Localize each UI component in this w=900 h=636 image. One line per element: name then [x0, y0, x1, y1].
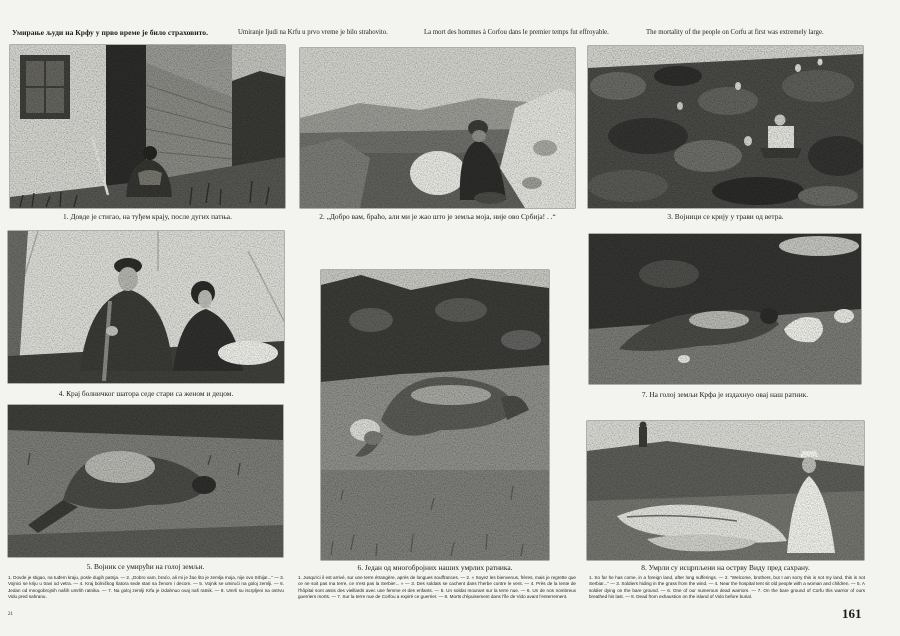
photo-caption-5: 5. Војник се умирући на голој земљи. — [86, 562, 205, 571]
film-grain — [587, 421, 864, 560]
footer-captions-english: 1. So far he has come, in a foreign land, after long sufferings. — 2. “Welcome, brothers, but I am sorry this is not my land, this is not Serbia!...” — 3. Soldiers hiding in the grass from the wind. — 4. Near the hospital tent sit old people with a woman and children. — 5. A soldier dying on the bare ground. — 6. One of our numerous dead warriors. — 7. On the bare ground of Corfu this warrior of ours breathed his last. — 8. Dead from exhaustion on the island of Vido before burial. — [589, 575, 865, 599]
film-grain — [8, 231, 284, 383]
photo-3 — [588, 46, 863, 208]
photo-8-image — [587, 421, 864, 560]
photo-2-image — [300, 48, 575, 208]
film-grain — [10, 45, 285, 208]
photo-7 — [589, 234, 861, 384]
page-title-english: The mortality of the people on Corfu at first was extremely large. — [646, 29, 824, 36]
film-grain — [589, 234, 861, 384]
photo-caption-6: 6. Један од многобројних наших умрлих ратника. — [357, 563, 513, 572]
photo-caption-2: 2. „Добро вам, браћо, али ми је жао што је земља моја, није ово Србија! . .“ — [319, 212, 556, 221]
photo-3-image — [588, 46, 863, 208]
photo-6-image — [321, 270, 549, 560]
film-grain — [300, 48, 575, 208]
page-number: 161 — [842, 606, 862, 621]
photo-caption-4: 4. Крај болничког шатора седе стари са женом и децом. — [58, 389, 234, 398]
page-title-serbian-cyrillic: Умирање људи на Крфу у прво време је било страховито. — [12, 28, 208, 37]
footer-captions-french: 1. Jusqu'ici il est arrivé, sur une terre étrangère, après de longues souffrances. — 2. « Soyez les bienvenus, frères, mais je regrette que ce ne soit pas ma terre, ce n'est pas la Serbie!... » — 3. Des soldats se cachent dans l'herbe contre le vent. — 4. Près de la tente de l'hôpital sont assis des vieillards avec une femme et des enfants. — 5. Un soldat mourant sur la terre nue. — 6. Un de nos nombreux guerriers morts. — 7. Sur la terre nue de Corfou a expiré ce guerrier. — 8. Morts d'épuisement dans l'île de Vido avant l'enterrement. — [298, 575, 576, 599]
film-grain — [321, 270, 549, 560]
photo-7-image — [589, 234, 861, 384]
photo-4 — [8, 231, 284, 383]
page-title-french: La mort des hommes à Corfou dans le premier temps fut effroyable. — [424, 29, 609, 36]
photo-8 — [587, 421, 864, 560]
photo-5-image — [8, 405, 283, 557]
photo-caption-3: 3. Војници се крију у трави од ветра. — [667, 212, 784, 221]
photo-6 — [321, 270, 549, 560]
photo-1 — [10, 45, 285, 208]
photo-caption-7: 7. На голој земљи Крфа је издахнуо овај наш ратник. — [641, 390, 809, 399]
photo-1-image — [10, 45, 285, 208]
footer-captions-serbian-latin: 1. Dovde je stigao, na tuđem kraju, posle dugih patnja. — 2. „Dobro vam, braćo, ali mi je žao što je zemlja moja, nije ovo Srbija!...“ — 3. Vojnici se kriju u travi od vetra. — 4. Kraj bolničkog šatora sede stari sa ženom i decom. — 5. Vojnik se umirući na goloj zemlji. — 6. Jedan od mnogobrojnih naših umrlih ratnika. — 7. Na goloj zemlji Krfa je izdahnuo ovaj naš ratnik. — 8. Umrli su iscrpljeni na ostrvu Vidu pred sahranu. — [8, 575, 284, 599]
photo-2 — [300, 48, 575, 208]
page-title-serbian-latin: Umiranje ljudi na Krfu u prvo vreme je bilo strahovito. — [238, 29, 388, 36]
film-grain — [8, 405, 283, 557]
film-grain — [588, 46, 863, 208]
photo-caption-8: 8. Умрли су исцрпљени на острву Виду пред сахрану. — [641, 563, 810, 572]
photo-caption-1: 1. Довде је стигао, на туђем крају, после дугих патња. — [63, 212, 232, 221]
margin-mark: 21 — [8, 612, 13, 617]
photo-5 — [8, 405, 283, 557]
photo-4-image — [8, 231, 284, 383]
